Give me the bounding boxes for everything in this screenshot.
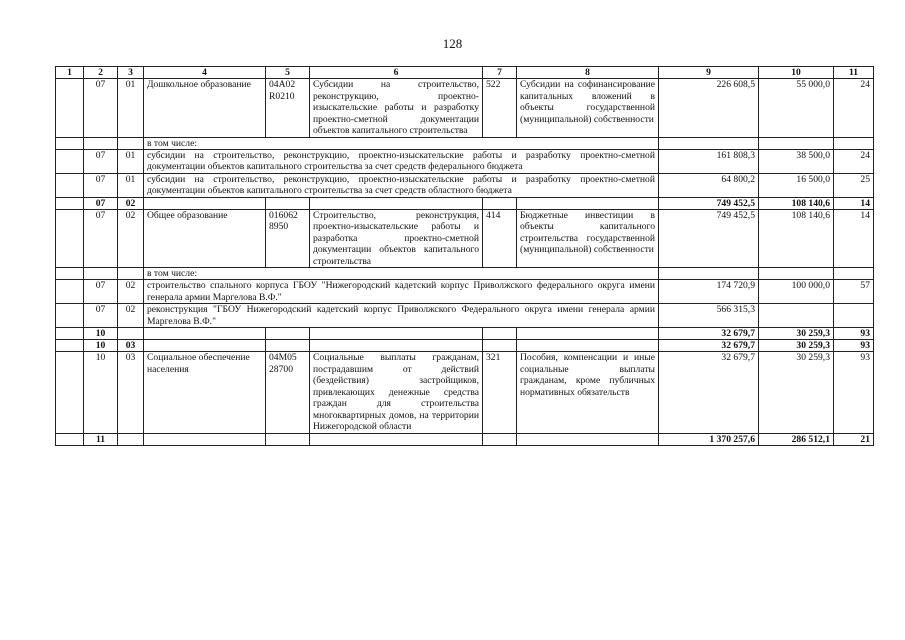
cell-section	[84, 137, 118, 149]
cell-percent	[834, 137, 874, 149]
cell-subsection: 02	[118, 280, 144, 304]
cell-amount: 55 000,0	[759, 79, 834, 138]
cell-target-name: Строительство, реконструкция, проектно-изыскательские работы и разработка проектно-сметной документации объектов капитального строительства	[310, 209, 483, 268]
cell-amount: 108 140,6	[759, 197, 834, 209]
cell-amount	[759, 137, 834, 149]
cell-amount: 38 500,0	[759, 149, 834, 173]
cell-amount: 30 259,3	[759, 328, 834, 340]
cell-amount	[659, 268, 759, 280]
cell-target-code: 016062 8950	[266, 209, 310, 268]
cell-section: 07	[84, 149, 118, 173]
cell-section: 07	[84, 304, 118, 328]
table-row	[56, 304, 874, 328]
cell-subsection	[118, 328, 144, 340]
column-header: 9	[659, 67, 759, 79]
cell-col1	[56, 137, 84, 149]
budget-table	[55, 66, 874, 446]
cell-amount: 749 452,5	[659, 209, 759, 268]
cell-amount	[659, 137, 759, 149]
cell-section: 07	[84, 197, 118, 209]
cell-subsection	[118, 137, 144, 149]
column-header: 5	[266, 67, 310, 79]
cell-percent: 57	[834, 280, 874, 304]
cell-subsection: 03	[118, 352, 144, 434]
cell-percent: 93	[834, 340, 874, 352]
cell-expense-type: 321	[483, 352, 517, 434]
cell-amount: 100 000,0	[759, 280, 834, 304]
cell-col1	[56, 328, 84, 340]
cell-amount: 16 500,0	[759, 173, 834, 197]
cell-col1	[56, 197, 84, 209]
cell-percent	[834, 304, 874, 328]
cell-expense-type: 522	[483, 79, 517, 138]
cell-amount: 30 259,3	[759, 340, 834, 352]
cell-col1	[56, 79, 84, 138]
cell-percent: 93	[834, 352, 874, 434]
column-header: 3	[118, 67, 144, 79]
cell-section: 07	[84, 79, 118, 138]
cell-amount: 30 259,3	[759, 352, 834, 434]
cell-percent: 14	[834, 197, 874, 209]
column-header: 11	[834, 67, 874, 79]
cell-subsection: 02	[118, 197, 144, 209]
table-row	[56, 173, 874, 197]
cell-amount: 286 512,1	[759, 433, 834, 445]
cell-percent: 24	[834, 79, 874, 138]
cell-col1	[56, 304, 84, 328]
cell-subsection: 02	[118, 209, 144, 268]
cell-col1	[56, 268, 84, 280]
cell-amount: 32 679,7	[659, 352, 759, 434]
cell-section-name: Общее образование	[144, 209, 266, 268]
column-header: 4	[144, 67, 266, 79]
cell-subsection	[118, 268, 144, 280]
cell-description: субсидии на строительство, реконструкцию, проектно-изыскательские работы и разработку проектно-сметной документации объектов капитального строительства за счет средств федерального бюджета	[144, 149, 659, 173]
cell-expense-type: 414	[483, 209, 517, 268]
cell-amount: 32 679,7	[659, 340, 759, 352]
cell-subsection: 02	[118, 304, 144, 328]
column-header: 8	[517, 67, 659, 79]
total-row	[56, 328, 874, 340]
table-row	[56, 209, 874, 268]
column-header: 2	[84, 67, 118, 79]
cell-amount: 749 452,5	[659, 197, 759, 209]
cell-section: 11	[84, 433, 118, 445]
table-row	[56, 79, 874, 138]
cell-subsection: 01	[118, 79, 144, 138]
table-row	[56, 280, 874, 304]
cell-amount: 32 679,7	[659, 328, 759, 340]
cell-section-name: Дошкольное образование	[144, 79, 266, 138]
cell-description: строительство спального корпуса ГБОУ "Нижегородский кадетский корпус Приволжского федерального округа имени генерала армии Маргелова В.Ф."	[144, 280, 659, 304]
cell-description: реконструкция "ГБОУ Нижегородский кадетский корпус Приволжского Федерального округа имени генерала армии Маргелова В.Ф."	[144, 304, 659, 328]
cell-section-name: Социальное обеспечение населения	[144, 352, 266, 434]
cell-subsection	[118, 433, 144, 445]
cell-percent	[834, 268, 874, 280]
cell-amount: 108 140,6	[759, 209, 834, 268]
cell-target-name: Субсидии на строительство, реконструкцию, проектно-изыскательские работы и разработку проектно-сметной документации объектов капитального строительства	[310, 79, 483, 138]
table-row	[56, 268, 874, 280]
total-row	[56, 197, 874, 209]
cell-subsection: 01	[118, 149, 144, 173]
cell-col1	[56, 173, 84, 197]
cell-amount: 566 315,3	[659, 304, 759, 328]
total-row	[56, 433, 874, 445]
cell-percent: 24	[834, 149, 874, 173]
cell-col1	[56, 340, 84, 352]
cell-amount: 226 608,5	[659, 79, 759, 138]
cell-section: 10	[84, 328, 118, 340]
cell-target-name: Социальные выплаты гражданам, пострадавшим от действий (бездействия) застройщиков, привлекающих денежные средства граждан для строительства многоквартирных домов, на территории Нижегородской области	[310, 352, 483, 434]
cell-including-label: в том числе:	[144, 268, 659, 280]
cell-subsection: 01	[118, 173, 144, 197]
cell-amount	[759, 304, 834, 328]
cell-percent: 93	[834, 328, 874, 340]
cell-target-code: 04М05 28700	[266, 352, 310, 434]
cell-amount: 161 808,3	[659, 149, 759, 173]
cell-description: субсидии на строительство, реконструкцию, проектно-изыскательские работы и разработку проектно-сметной документации объектов капитального строительства за счет средств областного бюджета	[144, 173, 659, 197]
cell-col1	[56, 149, 84, 173]
cell-expense-name: Субсидии на софинансирование капитальных вложений в объекты государственной (муниципальной) собственности	[517, 79, 659, 138]
cell-section: 07	[84, 173, 118, 197]
cell-percent: 25	[834, 173, 874, 197]
cell-section: 07	[84, 209, 118, 268]
cell-section: 10	[84, 352, 118, 434]
total-row	[56, 340, 874, 352]
column-header: 6	[310, 67, 483, 79]
table-row	[56, 149, 874, 173]
column-header: 7	[483, 67, 517, 79]
table-row	[56, 137, 874, 149]
cell-expense-name: Пособия, компенсации и иные социальные выплаты гражданам, кроме публичных нормативных обязательств	[517, 352, 659, 434]
cell-amount: 64 800,2	[659, 173, 759, 197]
header-row	[56, 67, 874, 79]
cell-section	[84, 268, 118, 280]
page-number: 128	[442, 36, 463, 51]
cell-amount: 174 720,9	[659, 280, 759, 304]
cell-amount	[759, 268, 834, 280]
cell-col1	[56, 433, 84, 445]
cell-percent: 21	[834, 433, 874, 445]
cell-expense-name: Бюджетные инвестиции в объекты капитального строительства государственной (муниципальной) собственности	[517, 209, 659, 268]
cell-section: 07	[84, 280, 118, 304]
cell-percent: 14	[834, 209, 874, 268]
cell-including-label: в том числе:	[144, 137, 659, 149]
cell-col1	[56, 209, 84, 268]
cell-col1	[56, 352, 84, 434]
column-header: 1	[56, 67, 84, 79]
column-header: 10	[759, 67, 834, 79]
cell-target-code: 04А02 R0210	[266, 79, 310, 138]
cell-subsection: 03	[118, 340, 144, 352]
cell-col1	[56, 280, 84, 304]
cell-section: 10	[84, 340, 118, 352]
cell-amount: 1 370 257,6	[659, 433, 759, 445]
table-row	[56, 352, 874, 434]
